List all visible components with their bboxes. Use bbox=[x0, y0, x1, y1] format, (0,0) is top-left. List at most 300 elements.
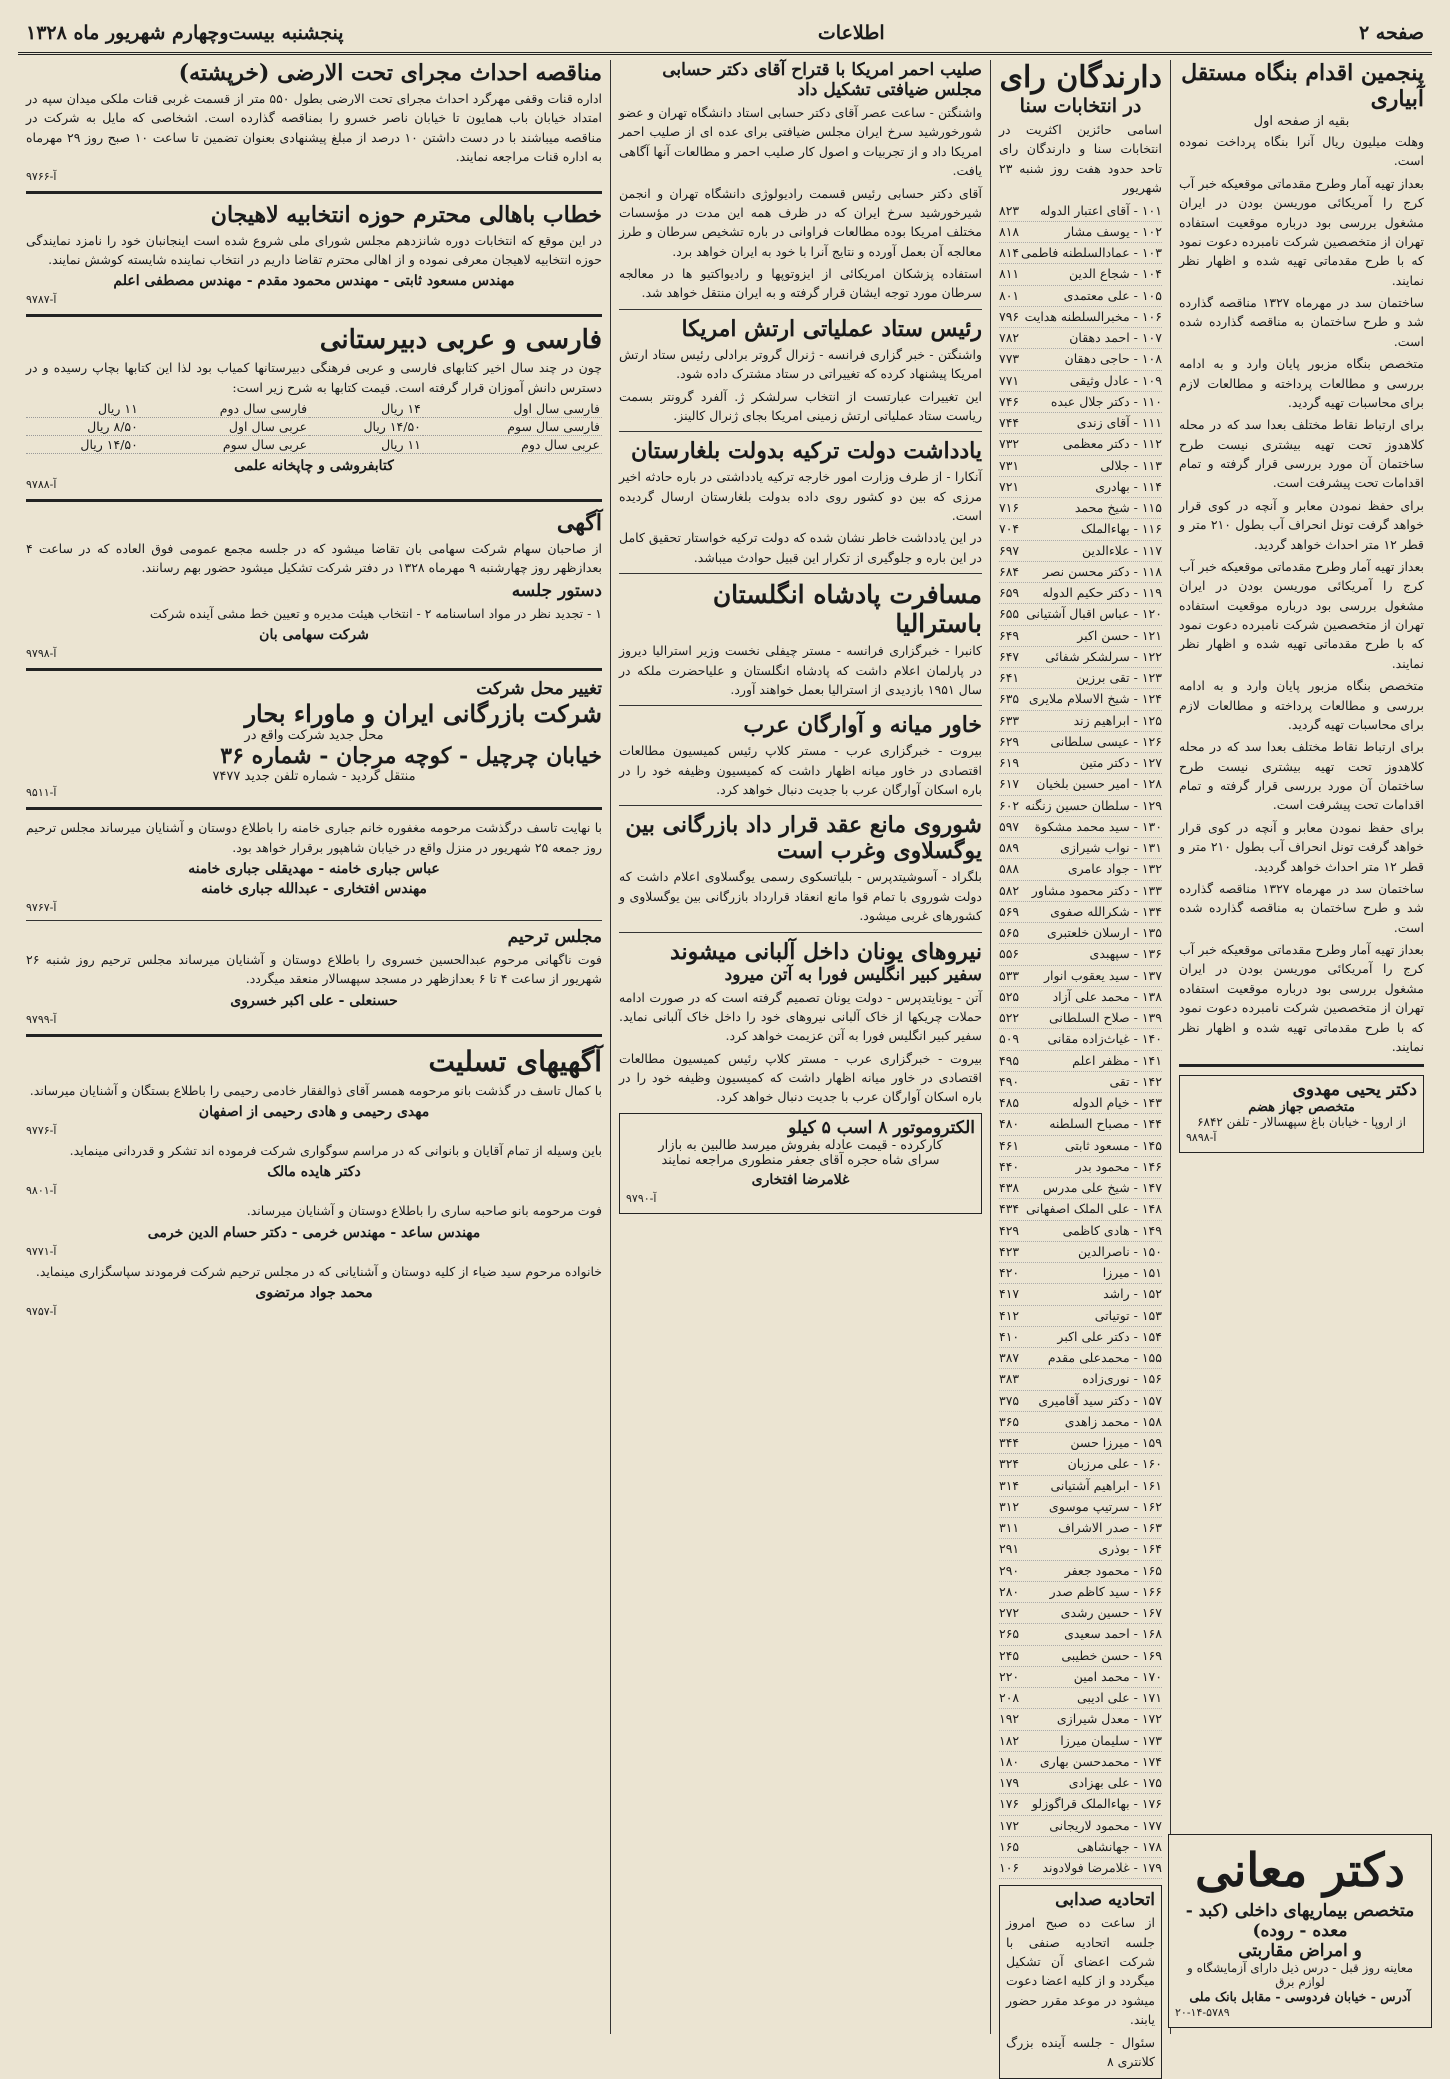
vote-count: ۸۰۱ bbox=[999, 287, 1020, 303]
union-box bbox=[999, 1885, 1162, 2079]
candidate-name: ۱۴۸ - علی الملک اصفهانی bbox=[1025, 1201, 1162, 1217]
headline-greece-albania: نیروهای یونان داخل آلبانی میشوند bbox=[669, 938, 982, 965]
candidate-name: ۱۵۸ - محمد زاهدی bbox=[1064, 1413, 1162, 1429]
ad-code: آ-۹۷۹۹ bbox=[26, 1012, 57, 1026]
candidate-name: ۱۷۶ - بهاءالملک قراگوزلو bbox=[1031, 1796, 1162, 1812]
headline-notice: آگهی bbox=[556, 510, 602, 536]
motor-ad-line-1: کارکرده - قیمت عادله بفروش میرسد طالبین به بازار bbox=[658, 1137, 943, 1153]
vote-row bbox=[999, 987, 1162, 1008]
vote-row bbox=[999, 966, 1162, 987]
vote-row bbox=[999, 286, 1162, 307]
vote-count: ۴۳۸ bbox=[999, 1180, 1020, 1195]
vote-row bbox=[999, 944, 1162, 965]
candidate-name: ۱۱۵ - شیخ محمد bbox=[1074, 500, 1162, 515]
doctor-ad-role-2: و امراض مقاربتی bbox=[1238, 1941, 1362, 1961]
candidate-name: ۱۳۸ - محمد علی آزاد bbox=[1052, 988, 1162, 1004]
candidate-name: ۱۵۰ - ناصرالدین bbox=[1078, 1243, 1162, 1259]
vote-count: ۳۱۴ bbox=[999, 1477, 1020, 1493]
vote-row bbox=[999, 1093, 1162, 1114]
vote-row bbox=[999, 583, 1162, 604]
vote-row bbox=[999, 562, 1162, 583]
vote-count: ۱۰۶ bbox=[999, 1860, 1020, 1875]
candidate-name: ۱۳۱ - نواب شیرازی bbox=[1060, 840, 1162, 855]
vote-row bbox=[999, 604, 1162, 625]
vote-row bbox=[999, 711, 1162, 732]
condolence-names: مهدی رحیمی و هادی رحیمی از اصفهان bbox=[198, 1104, 430, 1120]
article-paragraph: بعداز تهیه آمار وطرح مقدماتی موقعیکه خبر آب کرج را آمریکائی موریسن بودن در ایران مشغول بررسی بود درباره موقعیت استفاده تهران از متخصصین شرکت نامبرده دعوت نمود که با طرح مقدماتی تهیه شده و اظهار نظر نمایند. bbox=[1179, 558, 1424, 671]
vote-row bbox=[999, 1794, 1162, 1815]
ad-code: آ-۹۵۱۱ bbox=[26, 786, 57, 800]
candidate-name: ۱۱۱ - آقای زندی bbox=[1076, 415, 1162, 430]
vote-row bbox=[999, 1454, 1162, 1475]
book-title: فارسی سال اول bbox=[423, 400, 602, 418]
article-paragraph: ساختمان سد در مهرماه ۱۳۲۷ مناقصه گذارده شد و طرح ساختمان به مناقصه گذارده شده است. bbox=[1179, 880, 1424, 935]
candidate-name: ۱۷۲ - معدل شیرازی bbox=[1056, 1711, 1162, 1727]
memorial-text: فوت ناگهانی مرحوم عبدالحسین خسروی را باطلاع دوستان و آشنایان میرساند مجلس ترحیم روز شنبه ۲۶ شهریور از ساعت ۴ تا ۶ بعدازظهر در مسجد سپهسالار منعقد میگردد. bbox=[26, 951, 602, 987]
notice-text: از صاحبان سهام شرکت سهامی بان تقاضا میشود که در جلسه مجمع عمومی فوق العاده که در ساعت ۴ بعدازظهر روز چهارشنبه ۹ مهرماه ۱۳۲۸ در دفتر شرکت تشکیل میشود حضور بهم رسانند. bbox=[26, 541, 602, 576]
vote-count: ۷۰۴ bbox=[999, 521, 1020, 537]
vote-count: ۶۵۹ bbox=[999, 585, 1020, 600]
headline-relocation: تغییر محل شرکت bbox=[476, 679, 602, 700]
vote-row bbox=[999, 456, 1162, 477]
vote-row bbox=[999, 519, 1162, 540]
company-name: شرکت بازرگانی ایران و ماوراء بحار bbox=[244, 699, 602, 729]
book-price: ۱۴/۵۰ ریال bbox=[26, 436, 140, 454]
vote-count: ۶۱۹ bbox=[999, 755, 1020, 770]
column-4 bbox=[18, 60, 610, 2034]
divider bbox=[26, 1034, 602, 1037]
vote-row bbox=[999, 1072, 1162, 1093]
candidate-name: ۱۰۷ - احمد دهقان bbox=[1069, 330, 1162, 345]
candidate-name: ۱۶۹ - حسن خطیبی bbox=[1061, 1647, 1162, 1663]
candidate-name: ۱۱۹ - دکتر حکیم الدوله bbox=[1042, 585, 1162, 600]
vote-count: ۳۸۳ bbox=[999, 1371, 1020, 1387]
vote-count: ۵۲۵ bbox=[999, 988, 1020, 1004]
candidate-name: ۱۰۴ - شجاع الدین bbox=[1069, 266, 1162, 282]
ad-code: آ-۹۷۶۶ bbox=[26, 169, 57, 183]
vote-count: ۷۲۱ bbox=[999, 478, 1020, 494]
candidate-name: ۱۵۲ - راشد bbox=[1103, 1286, 1162, 1302]
company-address: خیابان چرچیل - کوچه مرجان - شماره ۳۶ bbox=[220, 743, 602, 770]
headline-tender: مناقصه احداث مجرای تحت الارضی (خرپشته) bbox=[178, 60, 602, 86]
candidate-name: ۱۳۳ - دکتر محمود مشاور bbox=[1031, 882, 1162, 898]
vote-row bbox=[999, 392, 1162, 413]
vote-count: ۲۶۵ bbox=[999, 1626, 1020, 1642]
vote-count: ۵۹۷ bbox=[999, 818, 1020, 834]
vote-count: ۴۲۰ bbox=[999, 1265, 1020, 1280]
books-text: چون در چند سال اخیر کتابهای فارسی و عربی فرهنگی دبیرستانها کمیاب بود لذا این کتابها بچاپ رسیده و در دسترس دانش آموزان قرار گرفته است. قیمت کتابها به شرح زیر است: bbox=[26, 360, 602, 395]
vote-row bbox=[999, 1858, 1162, 1879]
books-table bbox=[26, 400, 602, 454]
candidate-name: ۱۴۵ - مسعود ثابتی bbox=[1064, 1137, 1162, 1153]
divider bbox=[26, 499, 602, 502]
article-paragraph: بعداز تهیه آمار وطرح مقدماتی موقعیکه خبر آب کرج را آمریکائی موریسن بودن در ایران مشغول بررسی بود درباره موقعیت استفاده تهران از متخصصین شرکت نامبرده دعوت نمود که با طرح مقدماتی تهیه شده و اظهار نظر نمایند. bbox=[1179, 175, 1424, 288]
relocation-text: محل جدید شرکت واقع در bbox=[244, 728, 384, 744]
vote-count: ۴۹۵ bbox=[999, 1052, 1020, 1068]
headline-condolences: آگهیهای تسلیت bbox=[428, 1044, 602, 1078]
candidate-name: ۱۰۱ - آقای اعتبار الدوله bbox=[1039, 202, 1162, 218]
candidate-name: ۱۶۸ - احمد سعیدی bbox=[1064, 1626, 1162, 1642]
candidate-name: ۱۲۰ - عباس اقبال آشتیانی bbox=[1026, 606, 1162, 622]
agenda-text: ۱ - تجدید نظر در مواد اساسنامه ۲ - انتخاب هیئت مدیره و تعیین خط مشی آینده شرکت bbox=[149, 605, 602, 621]
doctor-ad-mahdavi bbox=[1179, 1075, 1424, 1153]
vote-row bbox=[999, 1263, 1162, 1284]
candidate-name: ۱۳۹ - صلاح السلطانی bbox=[1049, 1010, 1162, 1025]
divider bbox=[619, 573, 982, 574]
candidate-name: ۱۴۷ - شیخ علی مدرس bbox=[1042, 1180, 1162, 1195]
vote-count: ۲۹۱ bbox=[999, 1541, 1020, 1557]
candidate-name: ۱۱۳ - جلالی bbox=[1100, 457, 1162, 473]
vote-row bbox=[999, 1837, 1162, 1858]
vote-count: ۶۹۷ bbox=[999, 542, 1020, 558]
vote-row bbox=[999, 817, 1162, 838]
headline-middle-east: خاور میانه و آوارگان عرب bbox=[743, 712, 982, 739]
vote-row bbox=[999, 838, 1162, 859]
article-paragraph: آقای دکتر حسابی رئیس قسمت رادیولوژی دانشگاه تهران و انجمن شیرخورشید سرخ ایران که در ظرف همه این مدت در مؤسسات مختلف امریکا بوده مطالعات فراوانی در باره تشخیص سرطان و طرز معالجه آن بعمل آورده و نتایج آنرا با خود به ایران خواهد برد. bbox=[619, 185, 982, 259]
column-2 bbox=[990, 60, 1170, 2069]
vote-row bbox=[999, 1008, 1162, 1029]
vote-row bbox=[999, 1114, 1162, 1135]
headline-army-staff: رئیس ستاد عملیاتی ارتش امریکا bbox=[681, 315, 982, 342]
vote-row bbox=[999, 774, 1162, 795]
lahijan-names: مهندس مسعود ثابتی - مهندس محمود مقدم - مهندس مصطفی اعلم bbox=[113, 273, 515, 290]
headline-soviet-yugoslavia-sub: یوگسلاوی وغرب است bbox=[776, 838, 982, 865]
vote-row bbox=[999, 1518, 1162, 1539]
vote-row bbox=[999, 1709, 1162, 1730]
vote-count: ۱۷۶ bbox=[999, 1796, 1020, 1812]
vote-row bbox=[999, 1412, 1162, 1433]
candidate-name: ۱۶۴ - بوذری bbox=[1098, 1541, 1162, 1557]
vote-count: ۲۰۸ bbox=[999, 1690, 1020, 1705]
candidate-name: ۱۲۷ - دکتر متین bbox=[1079, 755, 1162, 770]
vote-count: ۲۸۰ bbox=[999, 1583, 1020, 1599]
vote-row bbox=[999, 1476, 1162, 1497]
obituary-names: عباس جباری خامنه - مهدیقلی جباری خامنه bbox=[188, 860, 440, 877]
candidate-name: ۱۶۷ - حسین رشدی bbox=[1060, 1605, 1162, 1620]
vote-count: ۶۵۵ bbox=[999, 606, 1020, 622]
doctor-ad-role: متخصص بیماریهای داخلی (کبد - معده - روده) bbox=[1185, 1901, 1415, 1941]
candidate-name: ۱۱۲ - دکتر معظمی bbox=[1062, 436, 1162, 452]
candidate-name: ۱۶۲ - سرتیپ موسوی bbox=[1048, 1498, 1162, 1514]
condolence-text: خانواده مرحوم سید ضیاء از کلیه دوستان و آشنایانی که در مجلس ترحیم شرکت فرمودند سپاسگزاری مینماید. bbox=[35, 1263, 602, 1279]
candidate-name: ۱۰۳ - عمادالسلطنه فاطمی bbox=[1020, 245, 1162, 260]
vote-row bbox=[999, 923, 1162, 944]
article-paragraph: برای حفظ نمودن معابر و آنچه در کوی قرار خواهد گرفت تونل انحراف آب بطول ۲۱۰ متر و قطر ۱۲ متر احداث خواهد گردید. bbox=[1179, 819, 1424, 874]
candidate-name: ۱۲۳ - تقی برزین bbox=[1076, 670, 1162, 685]
vote-count: ۲۷۲ bbox=[999, 1605, 1020, 1620]
vote-row bbox=[999, 626, 1162, 647]
vote-row bbox=[999, 371, 1162, 392]
vote-count: ۷۷۳ bbox=[999, 351, 1020, 367]
vote-row bbox=[999, 647, 1162, 668]
book-title: عربی سال دوم bbox=[423, 436, 602, 454]
article-paragraph: برای حفظ نمودن معابر و آنچه در کوی قرار خواهد گرفت تونل انحراف آب بطول ۲۱۰ متر و قطر ۱۲ متر احداث خواهد گردید. bbox=[1179, 497, 1424, 552]
headline-lahijan: خطاب باهالی محترم حوزه انتخابیه لاهیجان bbox=[210, 201, 602, 228]
divider bbox=[619, 932, 982, 933]
motor-ad-name: غلامرضا افتخاری bbox=[751, 1171, 850, 1188]
obituary-text: با نهایت تاسف درگذشت مرحومه مغفوره خانم جباری خامنه را باطلاع دوستان و آشنایان میرساند مجلس ترحیم روز جمعه ۲۵ شهریور در منزل واقع در خیابان شاهپور برقرار خواهد بود. bbox=[26, 820, 602, 855]
votes-intro: اسامی حائزین اکثریت در انتخابات سنا و دارندگان رای تاحد حدود هفت روز شنبه ۲۳ شهریور bbox=[999, 122, 1162, 196]
obituary-names-2: مهندس افتخاری - عبدالله جباری خامنه bbox=[201, 880, 427, 897]
candidate-name: ۱۷۱ - علی ادیبی bbox=[1076, 1690, 1162, 1705]
condolence-text: با کمال تاسف در گذشت بانو مرحومه همسر آقای ذوالفقار خادمی رحیمی را باطلاع بستگان و آشنایان میرساند. bbox=[29, 1082, 602, 1098]
ad-code: آ-۹۷۵۷ bbox=[26, 1305, 57, 1319]
vote-row bbox=[999, 307, 1162, 328]
ad-code: آ-۹۷۶۷ bbox=[26, 900, 57, 914]
vote-row bbox=[999, 1242, 1162, 1263]
memorial-names: حسنعلی - علی اکبر خسروی bbox=[230, 992, 398, 1009]
motor-ad-line-2: سرای شاه حجره آقای جعفر منطوری مراجعه نمایند bbox=[661, 1152, 940, 1168]
vote-count: ۱۸۰ bbox=[999, 1753, 1020, 1769]
headline-soviet-yugoslavia: شوروی مانع عقد قرار داد بازرگانی بین bbox=[625, 812, 982, 839]
candidate-name: ۱۳۴ - شکرالله صفوی bbox=[1050, 903, 1162, 919]
article-paragraph: استفاده پزشکان امریکائی از ایزوتوپها و رادیواکتیو ها در معالجه سرطان مورد توجه ایشان قرار گرفته و به ایران منتقل خواهد شد. bbox=[619, 266, 982, 301]
vote-count: ۱۹۲ bbox=[999, 1711, 1020, 1727]
vote-count: ۱۶۵ bbox=[999, 1838, 1020, 1854]
article-paragraph: بعداز تهیه آمار وطرح مقدماتی موقعیکه خبر آب کرج را آمریکائی موریسن بودن در ایران مشغول بررسی بود درباره موقعیت استفاده تهران از متخصصین شرکت نامبرده دعوت نمود که با طرح مقدماتی تهیه شده و اظهار نظر نمایند. bbox=[1179, 942, 1424, 1054]
vote-row bbox=[999, 1369, 1162, 1390]
candidate-name: ۱۳۲ - جواد عامری bbox=[1067, 861, 1162, 877]
vote-row bbox=[999, 1199, 1162, 1220]
candidate-name: ۱۴۲ - تقی bbox=[1109, 1073, 1162, 1089]
vote-count: ۳۲۴ bbox=[999, 1456, 1020, 1472]
candidate-name: ۱۷۷ - محمود لاریجانی bbox=[1049, 1817, 1162, 1833]
issue-date: پنجشنبه بیست‌وچهارم شهریور ماه ۱۳۲۸ bbox=[26, 22, 344, 44]
column-1 bbox=[1170, 60, 1432, 2034]
vote-row bbox=[999, 1624, 1162, 1645]
vote-count: ۴۶۱ bbox=[999, 1137, 1020, 1153]
candidate-name: ۱۰۶ - مخبرالسلطنه هدایت bbox=[1024, 308, 1162, 324]
agenda-title: دستور جلسه bbox=[511, 580, 602, 601]
paper-name: اطلاعات bbox=[817, 22, 885, 44]
vote-count: ۶۴۷ bbox=[999, 648, 1020, 664]
vote-count: ۱۷۹ bbox=[999, 1775, 1020, 1790]
vote-count: ۵۲۲ bbox=[999, 1010, 1020, 1025]
vote-count: ۸۱۱ bbox=[999, 266, 1020, 282]
vote-count: ۱۷۲ bbox=[999, 1817, 1020, 1833]
vote-row bbox=[999, 753, 1162, 774]
book-price: ۸/۵۰ ریال bbox=[26, 418, 140, 436]
vote-list bbox=[999, 201, 1162, 1880]
vote-count: ۴۴۰ bbox=[999, 1158, 1020, 1174]
vote-row bbox=[999, 413, 1162, 434]
vote-row bbox=[999, 1667, 1162, 1688]
candidate-name: ۱۶۵ - محمود جعفر bbox=[1064, 1562, 1162, 1578]
motor-ad bbox=[619, 1113, 982, 1214]
candidate-name: ۱۱۶ - بهاءالملک bbox=[1080, 521, 1162, 537]
vote-row bbox=[999, 1178, 1162, 1199]
vote-row bbox=[999, 434, 1162, 455]
candidate-name: ۱۴۰ - غیاث‌زاده مقانی bbox=[1047, 1031, 1162, 1047]
vote-row bbox=[999, 1688, 1162, 1709]
vote-row bbox=[999, 1327, 1162, 1348]
vote-row bbox=[999, 349, 1162, 370]
vote-count: ۷۷۱ bbox=[999, 372, 1020, 388]
vote-row bbox=[999, 1284, 1162, 1305]
doctor-ad-line: معاینه روز قبل - درس ذیل دارای آزمایشگاه و لوازم برق bbox=[1186, 1961, 1414, 1989]
vote-row bbox=[999, 477, 1162, 498]
ad-code: آ-۹۷۷۶ bbox=[26, 1124, 57, 1137]
candidate-name: ۱۵۹ - میرزا حسن bbox=[1070, 1435, 1162, 1450]
vote-row bbox=[999, 1029, 1162, 1050]
candidate-name: ۱۴۳ - خیام الدوله bbox=[1072, 1095, 1162, 1110]
headline-redcross: صلیب احمر امریکا با قتراح آقای دکتر حسابی bbox=[662, 60, 982, 80]
candidate-name: ۱۴۶ - محمود بدر bbox=[1075, 1158, 1162, 1174]
article-paragraph: کانبرا - خبرگزاری فرانسه - مستر چیفلی نخست وزیر استرالیا دیروز در پارلمان اعلام داشت که پادشاه انگلستان و علیاحضرت ملکه در سال ۱۹۵۱ بازدیدی از استرالیا بعمل خواهند آورد. bbox=[619, 643, 982, 697]
ad-code: آ-۹۷۹۸ bbox=[26, 647, 57, 661]
candidate-name: ۱۵۱ - میرزا bbox=[1102, 1265, 1162, 1280]
vote-count: ۷۱۶ bbox=[999, 500, 1020, 515]
article-paragraph: آنکارا - از طرف وزارت امور خارجه ترکیه یادداشتی در باره حادثه اخیر مرزی که بین دو کشور روی داده بدولت بلغارستان ارسال گردیده است. bbox=[619, 469, 982, 523]
vote-count: ۴۳۴ bbox=[999, 1201, 1020, 1217]
candidate-name: ۱۱۴ - بهادری bbox=[1095, 478, 1162, 494]
vote-count: ۷۳۲ bbox=[999, 436, 1020, 452]
vote-count: ۵۸۲ bbox=[999, 882, 1020, 898]
vote-count: ۱۸۲ bbox=[999, 1732, 1020, 1748]
vote-count: ۳۸۷ bbox=[999, 1350, 1020, 1365]
vote-row bbox=[999, 201, 1162, 222]
ad-line: از اروپا - خیابان باغ سپهسالار - تلفن ۶۸۴۲ bbox=[1197, 1115, 1406, 1130]
article-paragraph: واشنگتن - ساعت عصر آقای دکتر حسابی استاد دانشگاه تهران و عضو شورخورشید سرخ ایران مجلس ضیافتی برای عده ای از صلیب احمر امریکا داد و از تجربیات و اصول کار صلیب احمر و مطالعات آنها آگاهی یافت. bbox=[619, 105, 982, 179]
books-row bbox=[26, 418, 602, 436]
newspaper-page bbox=[18, 14, 1432, 2069]
headline-books: فارسی و عربی دبیرستانی bbox=[319, 325, 602, 356]
vote-row bbox=[999, 1051, 1162, 1072]
union-text: از ساعت ده صبح امروز جلسه اتحادیه صنفی با شرکت اعضای آن تشکیل میگردد و از کلیه اعضا دعوت میشود در موعد مقرر حضور یابند. bbox=[1006, 1915, 1155, 2028]
books-row bbox=[26, 400, 602, 418]
agenda-sig: شرکت سهامی بان bbox=[259, 627, 369, 644]
vote-row bbox=[999, 1731, 1162, 1752]
vote-count: ۵۳۳ bbox=[999, 967, 1020, 983]
condolence-text: فوت مرحومه بانو صاحبه ساری را باطلاع دوستان و آشنایان میرساند. bbox=[246, 1203, 602, 1219]
ad-role: متخصص جهاز هضم bbox=[1248, 1100, 1355, 1116]
article-paragraph: بلگراد - آسوشیتدپرس - بلیاتسکوی رسمی یوگسلاوی اعلام داشت که دولت شوروی با تمام قوا مانع انعقاد قرارداد بازرگانی بین یوگسلاوی و کشورهای غربی میشود. bbox=[619, 869, 982, 924]
divider bbox=[26, 191, 602, 194]
ad-code: آ-۹۸۰۱ bbox=[26, 1184, 57, 1198]
vote-count: ۴۱۰ bbox=[999, 1328, 1020, 1344]
vote-count: ۴۲۳ bbox=[999, 1243, 1020, 1259]
divider bbox=[619, 805, 982, 806]
vote-count: ۶۲۹ bbox=[999, 733, 1020, 749]
doctor-ad-address: آدرس - خیابان فردوسی - مقابل بانک ملی bbox=[1189, 1989, 1411, 2004]
books-row bbox=[26, 436, 602, 454]
vote-count: ۴۲۹ bbox=[999, 1222, 1020, 1238]
vote-count: ۳۷۵ bbox=[999, 1392, 1020, 1408]
vote-count: ۸۱۴ bbox=[999, 245, 1020, 260]
article-paragraph: بیروت - خبرگزاری عرب - مستر کلاپ رئیس کمیسیون مطالعات اقتصادی در خاور میانه اظهار داشت که کمیسیون وظیفه خود را در باره اسکان آوارگان عرب با جدیت دنبال خواهد کرد. bbox=[619, 1050, 982, 1105]
candidate-name: ۱۵۷ - دکتر سید آقامیری bbox=[1038, 1392, 1162, 1408]
vote-count: ۷۴۴ bbox=[999, 415, 1020, 430]
column-3 bbox=[610, 60, 990, 2034]
article-paragraph: بیروت - خبرگزاری عرب - مستر کلاپ رئیس کمیسیون مطالعات اقتصادی در خاور میانه اظهار داشت که کمیسیون وظیفه خود را در باره اسکان آوارگان عرب با جدیت دنبال خواهد کرد. bbox=[619, 743, 982, 797]
headline-irrigation: پنجمین اقدام بنگاه مستقل آبیاری bbox=[1181, 60, 1424, 112]
vote-count: ۴۱۷ bbox=[999, 1286, 1020, 1302]
continued-note: بقیه از صفحه اول bbox=[1253, 114, 1350, 129]
candidate-name: ۱۲۴ - شیخ الاسلام ملایری bbox=[1028, 691, 1162, 707]
vote-count: ۲۴۵ bbox=[999, 1647, 1020, 1663]
article-paragraph: آتن - یونایتدپرس - دولت یونان تصمیم گرفته است که در صورت ادامه حملات چریکها از خاک آلبانی نیروهای خود را داخل خاک آلبانی نماید. سفیر کبیر انگلیس فورا به آتن عزیمت خواهد کرد. bbox=[619, 989, 982, 1044]
vote-row bbox=[999, 264, 1162, 285]
vote-count: ۲۲۰ bbox=[999, 1668, 1020, 1684]
tender-text: اداره قنات وقفی مهرگرد احداث مجرای تحت الارضی بطول ۵۵۰ متر از قسمت غربی قنات ملکی میدان سپه در امتداد خیابان باب همایون تا خیابان ناصر خسرو را بمناقصه گذارده است. اشخاصی که مایل به شرکت در مناقصه میباشند با در دست داشتن ۱۰ درصد از مبلغ پیشنهادی بعنوان تضمین تا ساعت ۱۰ صبح روز ۲۹ مهرماه به اداره قنات مراجعه نمایند. bbox=[26, 91, 602, 165]
ad-code: آ-۹۸۹۸ bbox=[1186, 1131, 1217, 1145]
candidate-name: ۱۳۵ - ارسلان خلعتبری bbox=[1046, 925, 1162, 940]
vote-row bbox=[999, 1582, 1162, 1603]
article-paragraph: متخصص بنگاه مزبور پایان وارد و به ادامه بررسی و مطالعات پرداخته و مطالعات لازم برای محاسبات تهیه گردید. bbox=[1179, 356, 1424, 410]
motor-ad-code: آ-۹۷۹۰ bbox=[626, 1191, 657, 1205]
vote-row bbox=[999, 1773, 1162, 1794]
article-paragraph: ساختمان سد در مهرماه ۱۳۲۷ مناقصه گذارده شد و طرح ساختمان به مناقصه گذارده شده است. bbox=[1179, 295, 1424, 349]
candidate-name: ۱۶۳ - صدر الاشراف bbox=[1058, 1520, 1162, 1535]
candidate-name: ۱۲۵ - ابراهیم زند bbox=[1073, 712, 1162, 728]
article-paragraph: واشنگتن - خبر گزاری فرانسه - ژنرال گروتر برادلی رئیس ستاد ارتش امریکا پیشنهاد کرده که تغییراتی در ستاد مشترک داده شود. bbox=[619, 346, 982, 382]
vote-row bbox=[999, 689, 1162, 710]
page-header bbox=[18, 14, 1432, 55]
books-publisher: کتابفروشی و چاپخانه علمی bbox=[234, 458, 394, 474]
book-price: ۱۴ ریال bbox=[309, 400, 423, 418]
vote-row bbox=[999, 1157, 1162, 1178]
vote-row bbox=[999, 541, 1162, 562]
vote-row bbox=[999, 1221, 1162, 1242]
vote-count: ۷۳۱ bbox=[999, 457, 1020, 473]
company-phone: منتقل گردید - شماره تلفن جدید ۷۴۷۷ bbox=[212, 769, 416, 785]
union-text-2: سئوال - جلسه آینده بزرگ کلانتری ۸ bbox=[1006, 2034, 1155, 2069]
divider bbox=[26, 668, 602, 671]
candidate-name: ۱۲۹ - سلطان حسین زنگنه bbox=[1024, 797, 1162, 813]
ad-code: آ-۹۷۷۱ bbox=[26, 1244, 57, 1258]
candidate-name: ۱۲۲ - سرلشکر شفائی bbox=[1045, 648, 1162, 664]
vote-row bbox=[999, 1391, 1162, 1412]
headline-votes-sub: در انتخابات سنا bbox=[1019, 95, 1142, 117]
vote-count: ۶۳۵ bbox=[999, 691, 1020, 707]
candidate-name: ۱۵۵ - محمدعلی مقدم bbox=[1047, 1350, 1162, 1365]
candidate-name: ۱۰۲ - یوسف مشار bbox=[1064, 223, 1162, 239]
candidate-name: ۱۷۸ - جهانشاهی bbox=[1076, 1838, 1162, 1854]
vote-count: ۵۶۵ bbox=[999, 925, 1020, 940]
vote-row bbox=[999, 668, 1162, 689]
divider bbox=[1179, 1064, 1424, 1067]
ad-name: دکتر یحیی مهدوی bbox=[1292, 1080, 1417, 1101]
candidate-name: ۱۷۵ - علی بهزادی bbox=[1068, 1775, 1162, 1790]
candidate-name: ۱۲۱ - حسن اکبر bbox=[1077, 627, 1162, 643]
vote-row bbox=[999, 1348, 1162, 1369]
page-number: صفحه ۲ bbox=[1358, 22, 1424, 44]
candidate-name: ۱۴۱ - مظفر اعلم bbox=[1072, 1052, 1162, 1068]
lahijan-text: در این موقع که انتخابات دوره شانزدهم مجلس شورای ملی شروع شده است اینجانبان خود را نامزد نمایندگی حوزه انتخابیه لاهیجان معرفی نموده و از اهالی محترم تقاضا داریم در انتخاب نماینده شایسته کوشش نمایند. bbox=[26, 232, 602, 267]
vote-count: ۶۱۷ bbox=[999, 776, 1020, 792]
vote-row bbox=[999, 328, 1162, 349]
candidate-name: ۱۱۸ - دکتر محسن نصر bbox=[1042, 563, 1162, 579]
candidate-name: ۱۱۷ - علاءالدین bbox=[1082, 542, 1162, 558]
candidate-name: ۱۳۰ - سید محمد مشکوة bbox=[1034, 818, 1162, 834]
article-paragraph: برای ارتباط نقاط مختلف بعدا سد که در محله کلاهدوز تحت تهیه بیشتری نیست طرح ساختمان آن مورد بررسی قرار گرفته و تمام اقدامات تحت پیشرفت است. bbox=[1179, 417, 1424, 491]
article-paragraph: متخصص بنگاه مزبور پایان وارد و به ادامه بررسی و مطالعات پرداخته و مطالعات لازم برای محاسبات تهیه گردید. bbox=[1179, 678, 1424, 732]
candidate-name: ۱۶۰ - علی مرزبان bbox=[1067, 1456, 1162, 1472]
vote-count: ۷۹۶ bbox=[999, 308, 1020, 324]
divider bbox=[619, 309, 982, 310]
vote-row bbox=[999, 1433, 1162, 1454]
divider bbox=[26, 314, 602, 317]
candidate-name: ۱۷۹ - غلامرضا فولادوند bbox=[1042, 1860, 1162, 1875]
divider bbox=[26, 807, 602, 810]
book-title: عربی سال اول bbox=[140, 418, 309, 436]
vote-count: ۲۹۰ bbox=[999, 1562, 1020, 1578]
vote-row bbox=[999, 859, 1162, 880]
candidate-name: ۱۴۹ - هادی کاظمی bbox=[1062, 1222, 1162, 1238]
candidate-name: ۱۲۶ - عیسی سلطانی bbox=[1050, 733, 1162, 749]
candidate-name: ۱۵۳ - توتیاتی bbox=[1094, 1307, 1162, 1323]
book-title: عربی سال سوم bbox=[140, 436, 309, 454]
